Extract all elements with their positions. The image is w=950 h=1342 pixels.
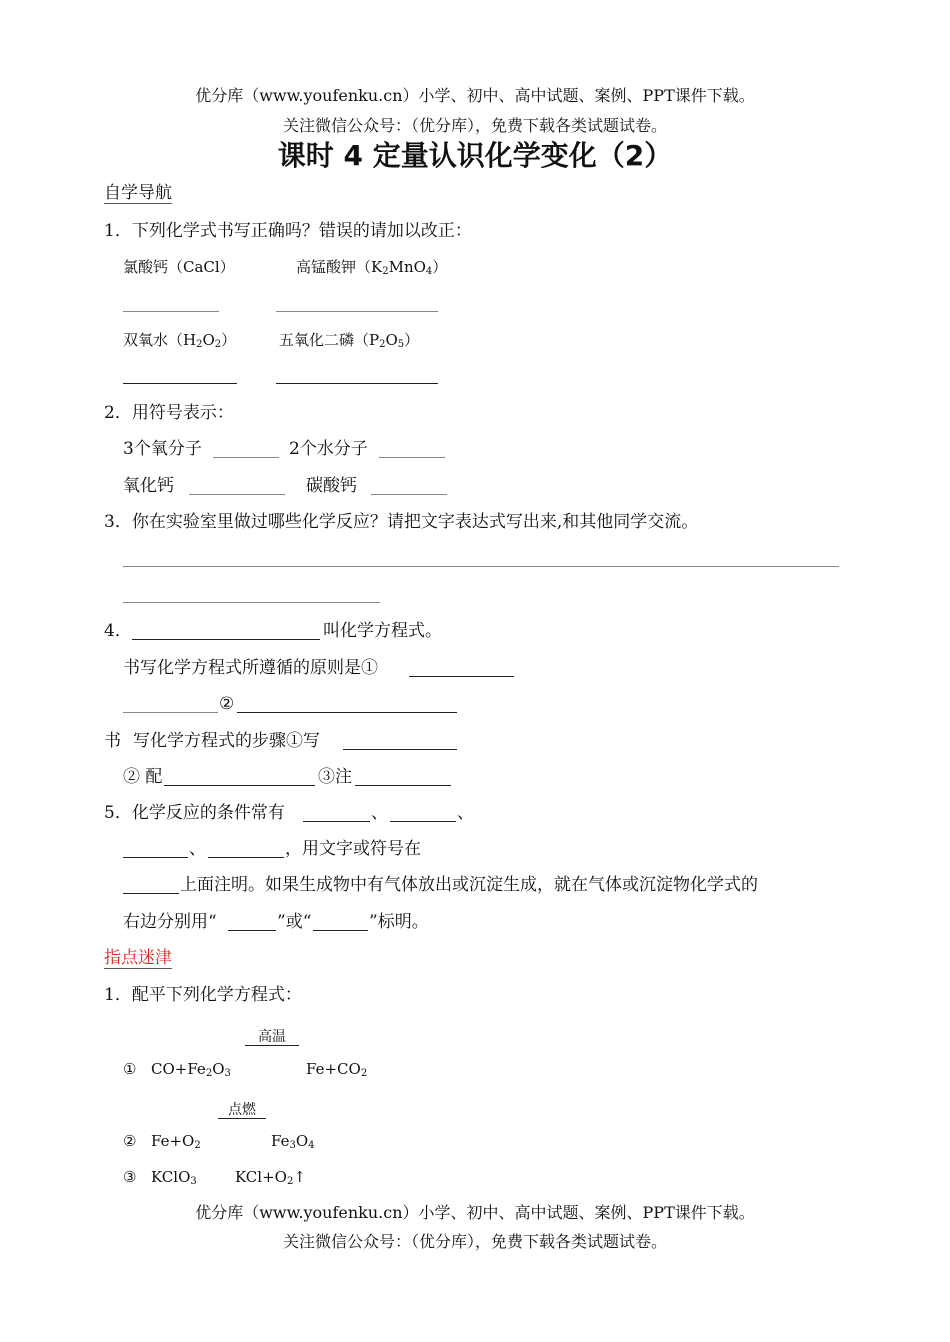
- q1-item-d: 五氧化二磷$(P_2O_5)$: [279, 331, 420, 350]
- q4-pei-a: ② 配: [123, 767, 163, 787]
- q5-blank-where[interactable]: [123, 893, 179, 894]
- q4-blank-step-balance[interactable]: [164, 785, 315, 786]
- header-line-1: 优分库（www.youfenku.cn）小学、初中、高中试题、案例、PPT课件下载。: [195, 86, 755, 105]
- q2-blank-c[interactable]: [189, 494, 285, 495]
- q5-line4-c: ”标明。: [369, 912, 429, 932]
- eq3-left: KClO$_3$: [151, 1168, 197, 1187]
- q2-item-c: 氧化钙: [123, 476, 174, 496]
- q2-item-b: 2个水分子: [289, 439, 368, 459]
- q4-tail: 叫化学方程式。: [323, 621, 442, 641]
- section-heading-guidance: 指点迷津: [104, 948, 172, 968]
- q4-principle: 书写化学方程式所遵循的原则是①: [123, 658, 378, 678]
- q5-line3: 上面注明。如果生成物中有气体放出或沉淀生成，就在气体或沉淀物化学式的: [180, 875, 758, 895]
- q3-text: 3．你在实验室里做过哪些化学反应？请把文字表达式写出来,和其他同学交流。: [104, 512, 699, 532]
- q5-line4-a: 右边分别用“: [123, 912, 217, 932]
- footer-line-2: 关注微信公众号：（优分库），免费下载各类试题试卷。: [282, 1232, 667, 1251]
- q1-answer-blank-b[interactable]: [276, 311, 438, 312]
- q5-line2-tail: ，用文字或符号在: [285, 839, 421, 859]
- eq1-right: $Fe+CO_2$: [306, 1060, 368, 1079]
- q5-blank-condition-2[interactable]: [390, 821, 456, 822]
- eq2-right: $Fe_3O_4$: [271, 1132, 315, 1151]
- eq2-num: ②: [123, 1132, 137, 1150]
- page-title: 课时 4 定量认识化学变化（2）: [277, 139, 673, 172]
- q1-text: 1．下列化学式书写正确吗？错误的请加以改正：: [104, 221, 472, 241]
- q2-item-a: 3个氧分子: [123, 439, 202, 459]
- q3-answer-line-2[interactable]: [123, 602, 380, 603]
- q5-blank-condition-4[interactable]: [208, 857, 284, 858]
- q2-blank-d[interactable]: [371, 494, 447, 495]
- q1-item-c: 双氧水$(H_2O_2)$: [123, 331, 237, 350]
- q3-answer-line-1[interactable]: [123, 566, 839, 567]
- section-heading-self-study: 自学导航: [104, 183, 172, 203]
- q5-blank-condition-1[interactable]: [303, 821, 370, 822]
- q4-blank-principle-2[interactable]: [237, 712, 457, 713]
- eq1-condition-high-temp: 高温: [245, 1029, 299, 1046]
- q4-pei-b: ③注: [318, 767, 352, 787]
- footer-line-1: 优分库（www.youfenku.cn）小学、初中、高中试题、案例、PPT课件下载。: [195, 1203, 755, 1222]
- q5-sep-2: 、: [457, 803, 474, 823]
- q5-sep-3: 、: [189, 839, 206, 859]
- q4-steps-a: 书: [104, 731, 121, 751]
- q4-blank-principle-1[interactable]: [409, 676, 514, 677]
- q1-item-a: 氯酸钙（CaCl）: [123, 258, 235, 276]
- eq1-num: ①: [123, 1060, 137, 1078]
- q4-circ2: ②: [219, 694, 235, 714]
- q5-line1: 5．化学反应的条件常有: [104, 803, 285, 823]
- q4-blank-definition[interactable]: [132, 639, 320, 640]
- q4-blank-principle-1-cont[interactable]: [123, 712, 218, 713]
- q1-answer-blank-d[interactable]: [276, 383, 438, 384]
- q2-blank-a[interactable]: [213, 457, 279, 458]
- q2-blank-b[interactable]: [379, 457, 445, 458]
- eq2-condition-ignite: 点燃: [218, 1102, 266, 1119]
- q5-blank-condition-3[interactable]: [123, 857, 188, 858]
- q5-sep-1: 、: [371, 803, 388, 823]
- p1-text: 1．配平下列化学方程式：: [104, 985, 302, 1005]
- q5-line4-b: ”或“: [277, 912, 312, 932]
- header-line-2: 关注微信公众号：（优分库），免费下载各类试题试卷。: [282, 116, 667, 135]
- q4-num: 4．: [104, 621, 132, 641]
- q1-answer-blank-c[interactable]: [123, 383, 237, 384]
- eq3-right: $KCl+O_2↑$: [235, 1168, 306, 1187]
- q2-item-d: 碳酸钙: [306, 476, 357, 496]
- q4-steps-b: 写化学方程式的步骤①写: [133, 731, 320, 751]
- eq1-left: $CO+Fe_2O_3$: [151, 1060, 231, 1079]
- q1-item-b: 高锰酸钾$(K_2MnO_4)$: [296, 258, 448, 277]
- q5-blank-precipitate-symbol[interactable]: [313, 930, 368, 931]
- q5-blank-gas-symbol[interactable]: [228, 930, 276, 931]
- eq2-left: $Fe+O_2$: [151, 1132, 201, 1151]
- q4-blank-step-write[interactable]: [343, 749, 457, 750]
- q2-text: 2．用符号表示：: [104, 403, 234, 423]
- q1-answer-blank-a[interactable]: [123, 311, 219, 312]
- eq3-num: ③: [123, 1168, 137, 1186]
- q4-blank-step-note[interactable]: [355, 785, 451, 786]
